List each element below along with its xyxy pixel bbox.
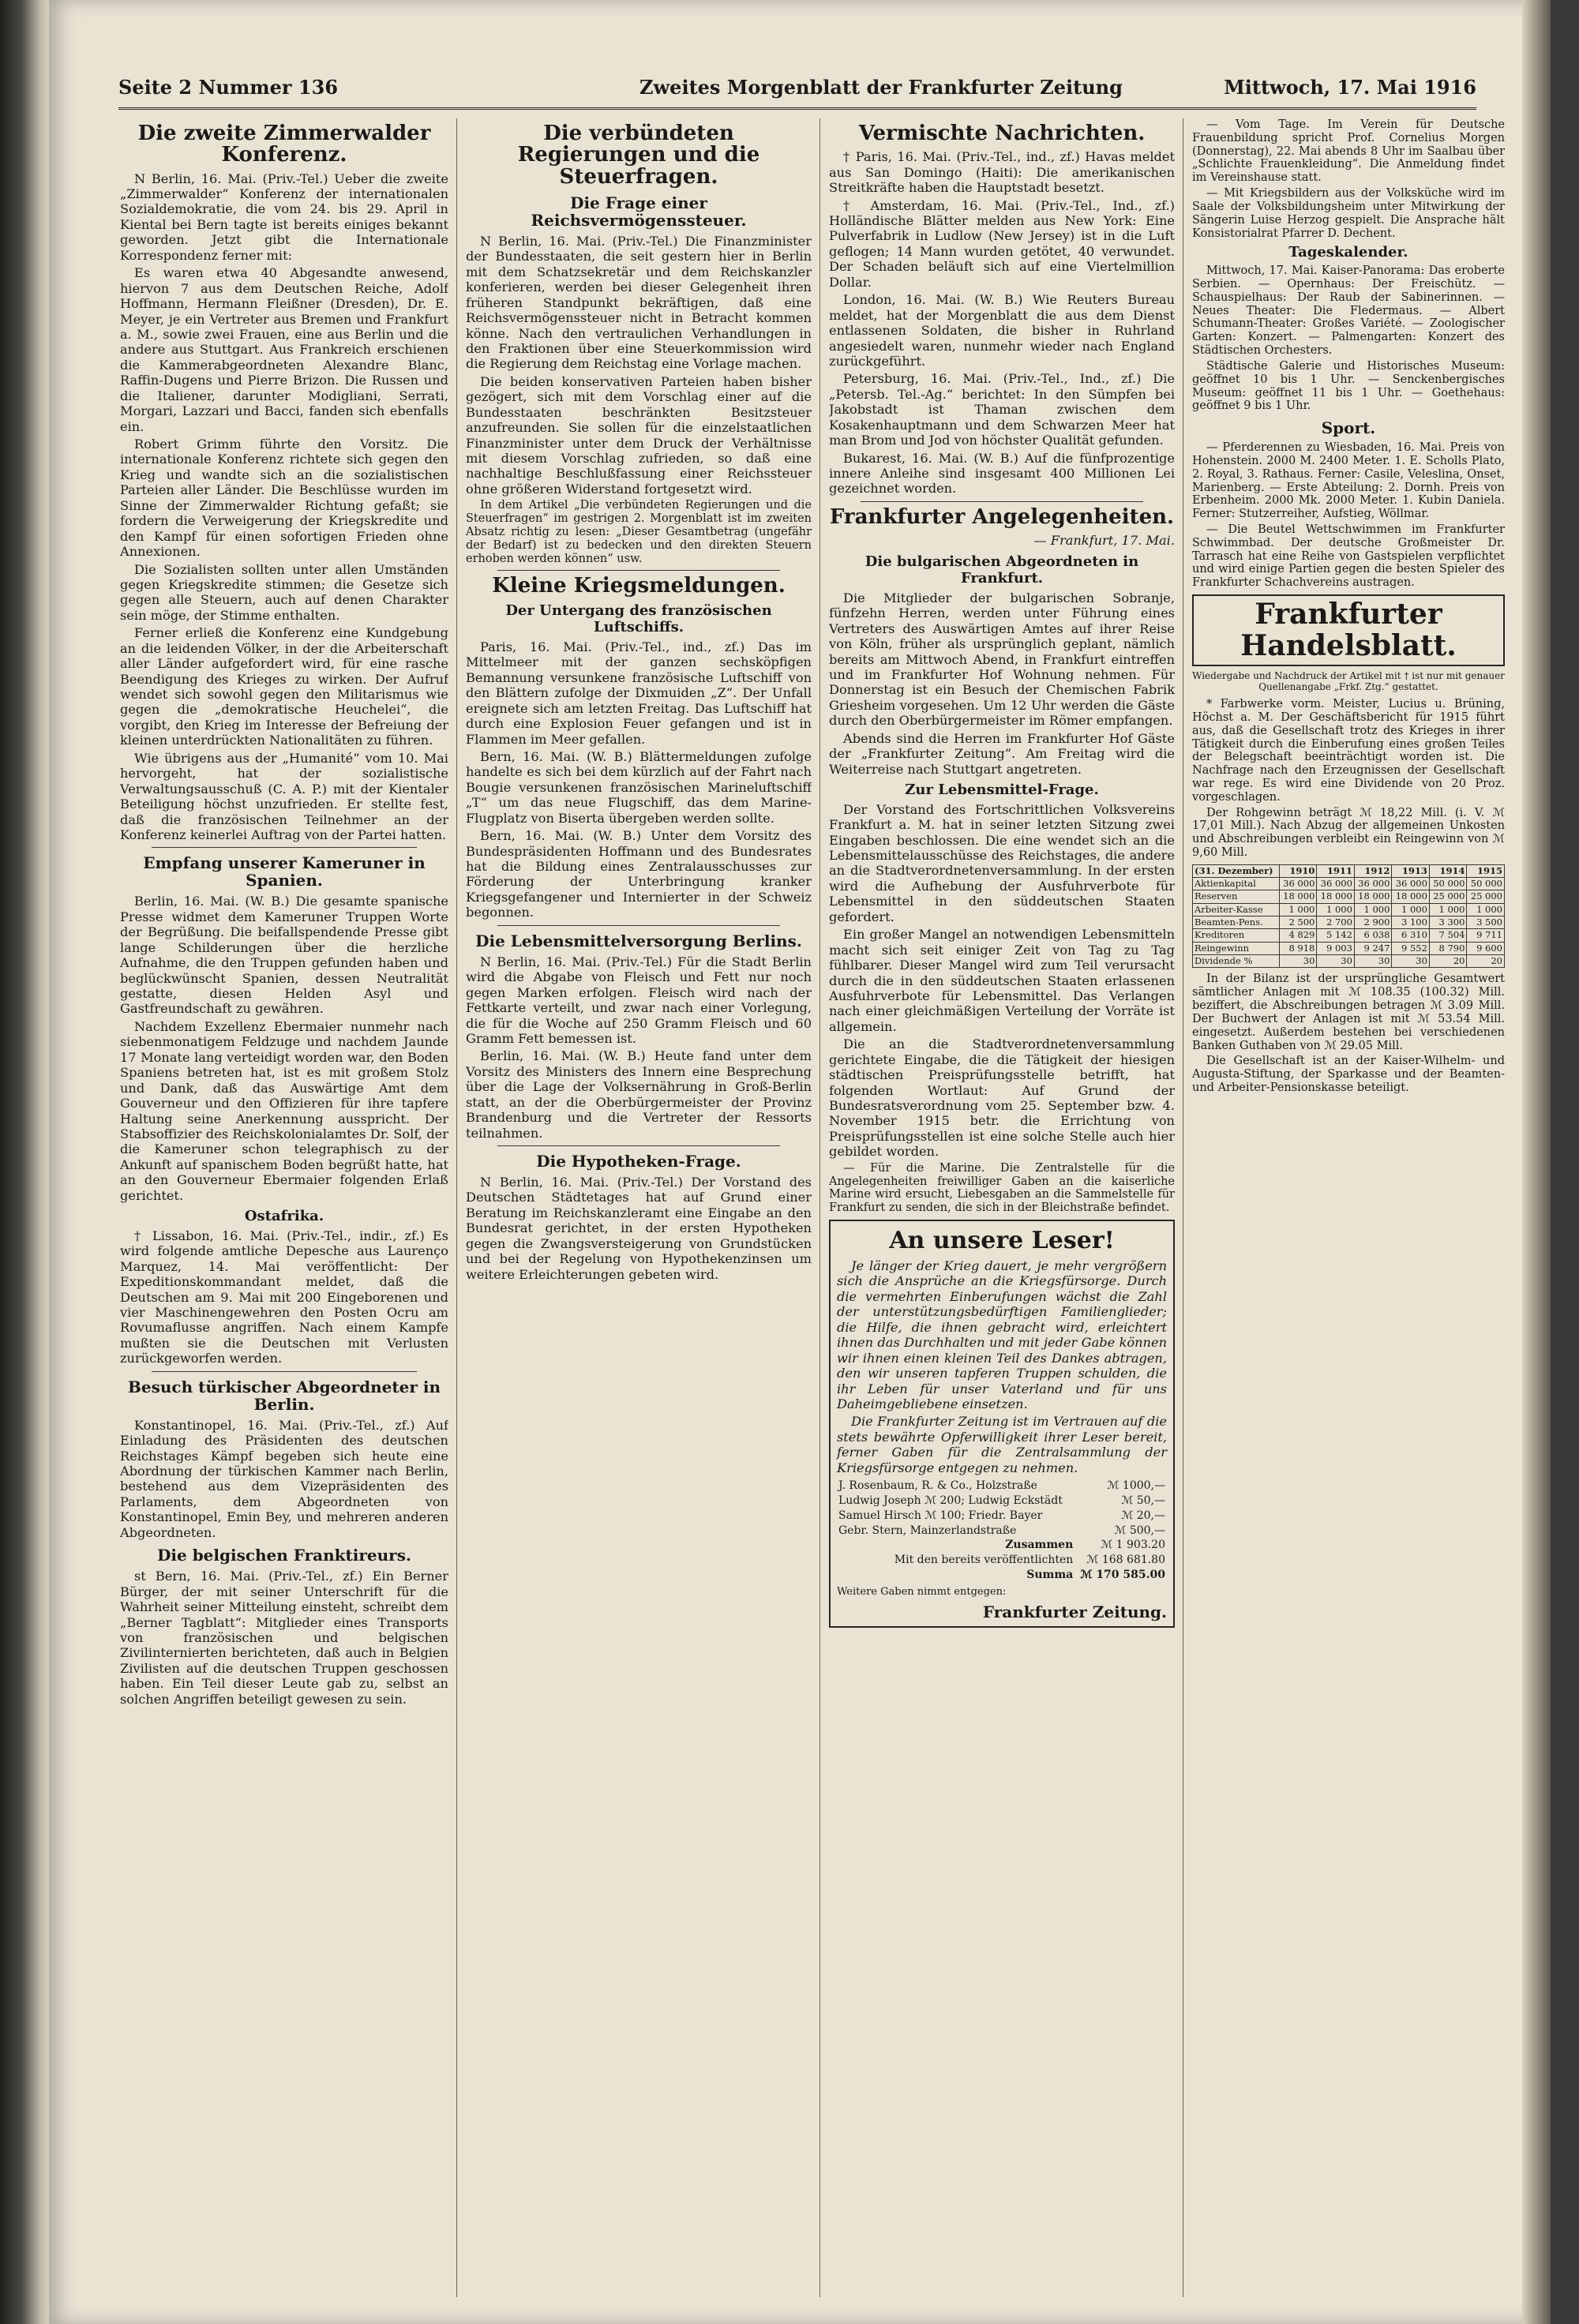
table-cell: 30 bbox=[1317, 955, 1355, 968]
donation-amount: ℳ 50,— bbox=[1121, 1494, 1165, 1507]
article-paragraph: N Berlin, 16. Mai. (Priv.-Tel.) Der Vorstand des Deutschen Städtetages hat auf Grund einer Beratung im Reichskanzleramt eine Eingabe an den Bundesrat gerichtet, in der ersten Hypotheken gegen die Zwangsversteigerung von Grundstücken und bei der Regelung von Hypothekenzinsen um weitere Erleichterungen gebeten wird. bbox=[466, 1175, 812, 1282]
financial-table bbox=[1192, 864, 1505, 969]
table-cell: Reingewinn bbox=[1193, 942, 1280, 954]
table-header-cell: (31. Dezember) bbox=[1193, 864, 1280, 877]
table-cell: Dividende % bbox=[1193, 955, 1280, 968]
table-cell: 18 000 bbox=[1279, 890, 1317, 903]
article-title: Vermischte Nachrichten. bbox=[858, 122, 1146, 145]
table-cell: Aktienkapital bbox=[1193, 878, 1280, 890]
table-cell: 5 142 bbox=[1317, 929, 1355, 942]
table-cell: 25 000 bbox=[1467, 890, 1505, 903]
table-cell: 36 000 bbox=[1279, 878, 1317, 890]
article-title: Besuch türkischer Abgeordneter in Berlin. bbox=[127, 1377, 441, 1414]
donation-row bbox=[837, 1479, 1167, 1494]
table-cell: Beamten-Pens. bbox=[1193, 916, 1280, 929]
box-paragraph: Die Frankfurter Zeitung ist im Vertrauen auf die stets bewährte Opferwilligkeit ihrer Leser bereit, ferner Gaben für die Zentralsammlung der Kriegsfürsorge entgegen zu nehmen. bbox=[837, 1414, 1167, 1475]
column-2 bbox=[466, 118, 812, 2297]
article-subtitle: Die bulgarischen Abgeordneten in Frankfurt. bbox=[865, 553, 1139, 587]
article-title: Kleine Kriegsmeldungen. bbox=[492, 574, 786, 598]
article-paragraph: Der Vorstand des Fortschrittlichen Volksvereins Frankfurt a. M. hat in seiner letzten Sitzung zwei Eingaben beschlossen. Die eine wendet sich an die Lebensmittelausschüsse des Reichstages, die andere an die Stadtverordnetenversammlung. In der ersten wird die Aufhebung der Ausfuhrverbote für Lebensmittel in den süddeutschen Staaten gefordert. bbox=[829, 801, 1175, 924]
table-cell: 1 000 bbox=[1392, 903, 1430, 916]
table-cell: 36 000 bbox=[1317, 878, 1355, 890]
divider bbox=[152, 847, 417, 848]
column-1 bbox=[120, 118, 448, 2297]
table-row bbox=[1193, 890, 1505, 903]
table-cell: 1 000 bbox=[1279, 903, 1317, 916]
header-left: Seite 2 Nummer 136 bbox=[118, 76, 339, 99]
dateline: — Frankfurt, 17. Mai. bbox=[1033, 533, 1175, 549]
table-row bbox=[1193, 878, 1505, 890]
divider bbox=[497, 570, 780, 571]
column-rule bbox=[456, 118, 457, 2297]
article-title: Frankfurter Angelegenheiten. bbox=[829, 504, 1175, 529]
article-paragraph: London, 16. Mai. (W. B.) Wie Reuters Bureau meldet, hat der Morgenblatt die aus dem Dienst entlassenen Soldaten, die bisher in Ruhrland angesiedelt waren, nunmehr wieder nach England zurückgeführt. bbox=[829, 292, 1175, 369]
article-paragraph: Berlin, 16. Mai. (W. B.) Die gesamte spanische Presse widmet dem Kameruner Truppen Worte der Begrüßung. Die beifallspendende Presse gibt lange Schilderungen über die herzliche Aufnahme, die den Truppen gefunden haben und beglückwünscht Spanien, dessen Neutralität gestatte, diesen Helden Asyl und Gastfreundschaft zu gewähren. bbox=[120, 894, 448, 1017]
article-paragraph: † Lissabon, 16. Mai. (Priv.-Tel., indir., zf.) Es wird folgende amtliche Depesche aus Laurenço Marquez, 14. Mai veröffentlicht: Der Expeditionskommandant meldet, daß die Deutschen am 9. Mai mit 200 Eingeborenen und vier Maschinengewehren den Posten Ocru am Rovumaflusse angriffen. Nach einem Kampfe mußten sie die Deutschen mit Verlusten zurückgeworfen werden. bbox=[120, 1228, 448, 1366]
table-cell: 9 003 bbox=[1317, 942, 1355, 954]
table-header-cell: 1914 bbox=[1429, 864, 1467, 877]
table-header-cell: 1910 bbox=[1279, 864, 1317, 877]
table-cell: Reserven bbox=[1193, 890, 1280, 903]
article-subtitle: Der Untergang des französischen Luftschiffs. bbox=[505, 602, 772, 636]
article-paragraph: Wie übrigens aus der „Humanité“ vom 10. Mai hervorgeht, hat der sozialistische Verwaltungsausschuß (C. A. P.) mit der Kientaler Beteiligung höchst unzufrieden. Er stellte fest, daß die französischen Teilnehmer an der Konferenz keinerlei Auftrag von der Partei hatten. bbox=[120, 750, 448, 842]
page-header bbox=[118, 73, 1476, 110]
article-paragraph: Ferner erließ die Konferenz eine Kundgebung an die leidenden Völker, in der die Arbeiterschaft aller Länder aufgefordert wird, für eine rasche Beendigung des Krieges zu wirken. Der Aufruf wendet sich sowohl gegen den Militarismus wie gegen die „demokratische Heuchelei“, die vorgibt, den Krieg im Interesse der Befreiung der kleinen unterdrückten Nationalitäten zu führen. bbox=[120, 625, 448, 748]
article-paragraph: N Berlin, 16. Mai. (Priv.-Tel.) Ueber die zweite „Zimmerwalder“ Konferenz der internationalen Sozialdemokratie, die vom 24. bis 29. April in Kiental bei Bern tagte ist bereits einiges bekannt geworden. Jetzt gibt die Internationale Korrespondenz ferner mit: bbox=[120, 171, 448, 263]
table-row bbox=[1193, 942, 1505, 954]
donation-name: Samuel Hirsch ℳ 100; Friedr. Bayer bbox=[838, 1509, 1043, 1522]
banner-subtitle: Wiedergabe und Nachdruck der Artikel mit † ist nur mit genauer Quellenangabe „Frkf. Ztg.“ gestattet. bbox=[1192, 670, 1505, 693]
article-paragraph: Die beiden konservativen Parteien haben bisher gezögert, sich mit dem Vorschlag einer auf die Bundesstaaten beschränkten Besitzsteuer anzufreunden. Sie sollen für die einzelstaatlichen Finanzminister unter dem Druck der Verhältnisse mit diesem Vorschlag zufrieden, so daß eine nachhaltige Beschlußfassung einer Reichssteuer ohne größeren Widerstand fortgesetzt wird. bbox=[466, 373, 812, 497]
article-paragraph: Die an die Stadtverordnetenversammlung gerichtete Eingabe, die die Tätigkeit der hiesigen städtischen Preisprüfungsstelle betrifft, hat folgenden Wortlaut: Auf Grund der Bundesratsverordnung vom 25. September bzw. 4. November 1915 betr. die Errichtung von Preisprüfungsstellen ist eine solche Stelle auch hier gebildet worden. bbox=[829, 1036, 1175, 1160]
table-cell: 3 500 bbox=[1467, 916, 1505, 929]
article-paragraph: — Für die Marine. Die Zentralstelle für die Angelegenheiten freiwilliger Gaben an die kaiserliche Marine wird ersucht, Liebesgaben an die Sammelstelle für Frankfurt zu senden, die sich in der Bleichstraße befindet. bbox=[829, 1161, 1175, 1215]
donation-row bbox=[837, 1524, 1167, 1539]
donation-amount: ℳ 20,— bbox=[1121, 1509, 1165, 1522]
table-cell: 18 000 bbox=[1354, 890, 1392, 903]
article-paragraph: Robert Grimm führte den Vorsitz. Die internationale Konferenz richtete sich gegen den Krieg und wandte sich an die sozialistischen Parteien aller Länder. Die Beschlüsse wurden im Sinne der Zimmerwalder Richtung gefaßt; sie fordern die Verweigerung der Kriegskredite und den Kampf für einen sofortigen Frieden ohne Annexionen. bbox=[120, 437, 448, 560]
article-paragraph: — Pferderennen zu Wiesbaden, 16. Mai. Preis von Hohenstein. 2000 M. 2400 Meter. 1. E. Scholls Plato, 2. Royal, 3. Rathaus. Ferner: Casile, Veleslina, Onset, Marienberg. — Erste Abteilung: 2. Dornh. Preis von Erbenheim. 2000 Mk. 2000 Meter. 1. Kubin Daniela. Ferner: Stutzerreiher, Aufstieg, Wöllmar. bbox=[1192, 441, 1505, 521]
column-3 bbox=[829, 118, 1175, 2297]
article-paragraph: Petersburg, 16. Mai. (Priv.-Tel., Ind., zf.) Die „Petersb. Tel.-Ag.“ berichtet: In den Sümpfen bei Jakobstadt ist Thaman zwischen dem Kosakenhauptmann und dem Schwarzen Meer hat man Brom und Jod von höchster Qualität gefunden. bbox=[829, 371, 1175, 448]
table-cell: 6 310 bbox=[1392, 929, 1430, 942]
table-cell: 30 bbox=[1354, 955, 1392, 968]
article-paragraph: Städtische Galerie und Historisches Museum: geöffnet 10 bis 1 Uhr. — Senckenbergisches Museum: geöffnet 11 bis 1 Uhr. — Goethehaus: geöffnet 9 bis 1 Uhr. bbox=[1192, 359, 1505, 413]
article-paragraph: Paris, 16. Mai. (Priv.-Tel., ind., zf.) Das im Mittelmeer mit der ganzen sechsköpfigen Bemannung versunkene französische Luftschiff von den Blättern zufolge der Dixmuiden „Z“. Der Unfall ereignete sich am letzten Freitag. Das Luftschiff hat durch eine Explosion Feuer gefangen und ist in Flammen im Meer gefallen. bbox=[466, 639, 812, 747]
table-cell: Arbeiter-Kasse bbox=[1193, 903, 1280, 916]
table-header-cell: 1912 bbox=[1354, 864, 1392, 877]
table-cell: 4 829 bbox=[1279, 929, 1317, 942]
article-paragraph: — Die Beutel Wettschwimmen im Frankfurter Schwimmbad. Der deutsche Großmeister Dr. Tarrasch hat eine Reihe von Gastspielen verpflichtet und wird einige Partien gegen die besten Spieler des Frankfurter Schachvereins austragen. bbox=[1192, 523, 1505, 590]
article-paragraph: st Bern, 16. Mai. (Priv.-Tel., zf.) Ein Berner Bürger, der mit seiner Unterschrift für die Wahrheit seiner Mitteilung einsteht, schreibt dem „Berner Tagblatt“: Mitglieder eines Transports von französischen und belgischen Zivilinternierten berichteten, daß auch in Belgien Zivilisten auf die deutschen Truppen geschossen haben. Ein Teil dieser Leute gab zu, selbst an solchen Angriffen beteiligt gewesen zu sein. bbox=[120, 1569, 448, 1707]
article-paragraph: In dem Artikel „Die verbündeten Regierungen und die Steuerfragen“ im gestrigen 2. Morgenblatt ist im zweiten Absatz richtig zu lesen: „Dieser Gesamtbetrag (ungefähr der Bedarf) ist zu bedecken und den direkten Steuern erhoben werden können“ usw. bbox=[466, 499, 812, 565]
article-paragraph: † Amsterdam, 16. Mai. (Priv.-Tel., Ind., zf.) Holländische Blätter melden aus New York: Eine Pulverfabrik in Ludlow (New Jersey) ist in die Luft geflogen; 14 Mann wurden getötet, 40 verwundet. Der Schaden beläuft sich auf eine Viertelmillion Dollar. bbox=[829, 197, 1175, 290]
table-row bbox=[1193, 903, 1505, 916]
table-header-cell: 1911 bbox=[1317, 864, 1355, 877]
page-edge bbox=[1522, 0, 1551, 2324]
article-paragraph: Die Mitglieder der bulgarischen Sobranje, fünfzehn Herren, werden unter Führung eines Vertreters des Auswärtigen Amtes auf ihrer Reise von Köln, früher als ursprünglich geplant, nämlich bereits am Mittwoch Abend, in Frankfurt eintreffen und im Frankfurter Hof Wohnung nehmen. Für Donnerstag ist ein Besuch der Chemischen Fabrik Griesheim vorgesehen. Um 12 Uhr werden die Gäste durch den Oberbürgermeister im Römer empfangen. bbox=[829, 590, 1175, 729]
article-subtitle: Zur Lebensmittel-Frage. bbox=[905, 782, 1099, 799]
table-header-cell: 1913 bbox=[1392, 864, 1430, 877]
donation-amount: ℳ 1000,— bbox=[1107, 1479, 1165, 1493]
table-cell: 2 900 bbox=[1354, 916, 1392, 929]
table-cell: 18 000 bbox=[1392, 890, 1430, 903]
donation-sum-row: Zusammen ℳ 1 903.20 bbox=[1005, 1539, 1165, 1552]
article-title: Die Hypotheken-Frage. bbox=[536, 1152, 741, 1171]
article-paragraph: Mittwoch, 17. Mai. Kaiser-Panorama: Das eroberte Serbien. — Opernhaus: Der Freischütz. — Schauspielhaus: Der Raub der Sabinerinnen. — Neues Theater: Die Fledermaus. — Albert Schumann-Theater: Großes Variété. — Zoologischer Garten: Konzert. — Palmengarten: Konzert des Städtischen Orchesters. bbox=[1192, 264, 1505, 358]
table-cell: 1 000 bbox=[1354, 903, 1392, 916]
article-paragraph: Die Sozialisten sollten unter allen Umständen gegen Kriegskredite stimmen; die Gesetze sich gegen alle Steuern, auch auf denen Charakter sein möge, der Stimme enthalten. bbox=[120, 561, 448, 623]
box-title: An unsere Leser! bbox=[889, 1227, 1115, 1254]
table-cell: 8 790 bbox=[1429, 942, 1467, 954]
table-cell: 1 000 bbox=[1317, 903, 1355, 916]
handelsblatt-banner: Frankfurter Handelsblatt. bbox=[1192, 594, 1505, 666]
article-paragraph: — Vom Tage. Im Verein für Deutsche Frauenbildung spricht Prof. Cornelius Morgen (Donnerstag), 22. Mai abends 8 Uhr im Saalbau über „Schlichte Frauenkleidung“. Die Anmeldung findet im Vereinshause statt. bbox=[1192, 118, 1505, 185]
table-cell: 3 100 bbox=[1392, 916, 1430, 929]
table-cell: 50 000 bbox=[1467, 878, 1505, 890]
box-paragraph: Je länger der Krieg dauert, je mehr vergrößern sich die Ansprüche an die Kriegsfürsorge. Durch die vermehrten Einberufungen wächst die Zahl der unterstützungsbedürftigen Familienglieder; die Hilfe, die ihnen gebracht wird, erleichtert ihnen das Durchhalten und mit jeder Gabe können wir ihnen einen kleinen Teil des Dankes abtragen, den wir unseren tapferen Truppen schulden, die ihr Leben für unser Vaterland und für uns Daheimgebliebene einsetzen. bbox=[837, 1258, 1167, 1411]
article-paragraph: Bukarest, 16. Mai. (W. B.) Auf die fünfprozentige innere Anleihe sind insgesamt 400 Millionen Lei gezeichnet worden. bbox=[829, 450, 1175, 497]
table-cell: 9 247 bbox=[1354, 942, 1392, 954]
table-cell: 6 038 bbox=[1354, 929, 1392, 942]
header-right: Mittwoch, 17. Mai 1916 bbox=[1224, 76, 1476, 99]
donation-row bbox=[837, 1494, 1167, 1509]
table-cell: 25 000 bbox=[1429, 890, 1467, 903]
divider bbox=[497, 1145, 780, 1146]
article-paragraph: Die Gesellschaft ist an der Kaiser-Wilhelm- und Augusta-Stiftung, der Sparkasse und der Beamten- und Arbeiter-Pensionskasse beteiligt. bbox=[1192, 1055, 1505, 1094]
table-row bbox=[1193, 929, 1505, 942]
footer-note: Weitere Gaben nimmt entgegen: bbox=[837, 1585, 1007, 1598]
donation-name: Ludwig Joseph ℳ 200; Ludwig Eckstädt bbox=[838, 1494, 1063, 1507]
article-paragraph: N Berlin, 16. Mai. (Priv.-Tel.) Die Finanzminister der Bundesstaaten, die seit gestern hier in Berlin mit dem Schatzsekretär und dem Reichskanzler konferieren, werden bei dieser Gelegenheit ihren früheren Standpunkt bekräftigen, daß eine Reichsvermögenssteuer nicht in Betracht kommen könne. Nach den vertraulichen Verhandlungen in den Fraktionen über eine Steuerkommission wird die Regierung dem Reichstag eine Vorlage machen. bbox=[466, 233, 812, 372]
book-binding bbox=[0, 0, 49, 2324]
article-title: Ostafrika. bbox=[244, 1208, 324, 1225]
table-cell: 50 000 bbox=[1429, 878, 1467, 890]
table-cell: 20 bbox=[1467, 955, 1505, 968]
article-paragraph: — Mit Kriegsbildern aus der Volksküche wird im Saale der Volksbildungsheim unter Mitwirkung der Sängerin Luise Herzog gespielt. Die Ansprache hält Konsistorialrat Pfarrer D. Dechent. bbox=[1192, 187, 1505, 240]
article-paragraph: † Paris, 16. Mai. (Priv.-Tel., ind., zf.) Havas meldet aus San Domingo (Haiti): Die amerikanischen Streitkräfte haben die Hauptstadt besetzt. bbox=[829, 149, 1175, 196]
article-paragraph: Abends sind die Herren im Frankfurter Hof Gäste der „Frankfurter Zeitung“. Am Freitag wird die Weiterreise nach Stuttgart angetreten. bbox=[829, 730, 1175, 777]
table-header-cell: 1915 bbox=[1467, 864, 1505, 877]
article-title: Die Lebensmittelversorgung Berlins. bbox=[475, 931, 802, 950]
article-title: Empfang unserer Kameruner in Spanien. bbox=[143, 853, 426, 890]
article-title: Die verbündeten Regierungen und die Steuerfragen. bbox=[517, 122, 760, 189]
donation-row bbox=[837, 1509, 1167, 1524]
table-cell: Kreditoren bbox=[1193, 929, 1280, 942]
table-row bbox=[1193, 955, 1505, 968]
article-paragraph: N Berlin, 16. Mai. (Priv.-Tel.) Für die Stadt Berlin wird die Abgabe von Fleisch und Fett nur noch gegen Marken erfolgen. Fleisch wird nach der Fettkarte verteilt, und zwar nach einer Vorlegung, die für die Woche auf 250 Gramm Fleisch und 60 Gramm Fett bemessen ist. bbox=[466, 954, 812, 1046]
donation-name: Gebr. Stern, Mainzerlandstraße bbox=[838, 1524, 1017, 1537]
article-paragraph: * Farbwerke vorm. Meister, Lucius u. Brüning, Höchst a. M. Der Geschäftsbericht für 1915 führt aus, daß die Gesellschaft trotz des Krieges in ihrer Tätigkeit durch die Einberufung eines großen Teiles der Belegschaft beeinträchtigt worden ist. Die Nachfrage nach den Erzeugnissen der Gesellschaft war rege. Es wird eine Dividende von 20 Proz. vorgeschlagen. bbox=[1192, 698, 1505, 804]
table-row bbox=[1193, 916, 1505, 929]
table-cell: 1 000 bbox=[1429, 903, 1467, 916]
article-paragraph: Der Rohgewinn beträgt ℳ 18,22 Mill. (i. V. ℳ 17,01 Mill.). Nach Abzug der allgemeinen Unkosten und Abschreibungen verbleibt ein Reingewinn von ℳ 9,60 Mill. bbox=[1192, 806, 1505, 859]
divider bbox=[497, 925, 780, 926]
header-center: Zweites Morgenblatt der Frankfurter Zeitung bbox=[639, 76, 1123, 99]
table-cell: 3 300 bbox=[1429, 916, 1467, 929]
article-paragraph: Ein großer Mangel an notwendigen Lebensmitteln macht sich seit einiger Zeit von Tag zu Tag fühlbarer. Dieser Mangel wird zum Teil verursacht durch die in den süddeutschen Staaten erlassenen Ausfuhrverbote für Lebensmittel. Das Verlangen nach einer gleichmäßigen Verteilung der Vorräte ist allgemein. bbox=[829, 927, 1175, 1034]
table-cell: 36 000 bbox=[1354, 878, 1392, 890]
article-paragraph: Konstantinopel, 16. Mai. (Priv.-Tel., zf.) Auf Einladung des Präsidenten des deutschen Reichstages Kämpf begeben sich heute eine Abordnung der türkischen Kammer nach Berlin, bestehend aus dem Vizepräsidenten des Parlaments, dem Abgeordneten von Konstantinopel, Emin Bey, und mehreren anderen Abgeordneten. bbox=[120, 1417, 448, 1540]
donation-name: J. Rosenbaum, R. & Co., Holzstraße bbox=[838, 1479, 1037, 1493]
table-cell: 1 000 bbox=[1467, 903, 1505, 916]
table-cell: 2 700 bbox=[1317, 916, 1355, 929]
table-cell: 9 600 bbox=[1467, 942, 1505, 954]
table-cell: 30 bbox=[1279, 955, 1317, 968]
signature: Frankfurter Zeitung. bbox=[982, 1602, 1167, 1622]
article-title: Die belgischen Franktireurs. bbox=[157, 1546, 411, 1565]
divider bbox=[152, 1371, 417, 1372]
divider bbox=[861, 501, 1143, 502]
article-paragraph: Es waren etwa 40 Abgesandte anwesend, hiervon 7 aus dem Deutschen Reiche, Adolf Hoffmann, Hermann Fleißner (Dresden), Dr. E. Meyer, je ein Vertreter aus Bremen und Frankfurt a. M., sowie zwei Frauen, eine aus Berlin und die andere aus Stuttgart. Aus Frankreich erschienen die Kammerabgeordneten Alexandre Blanc, Raffin-Dugens und Pierre Brizon. Die Russen und die Italiener, darunter Modigliani, Serrati, Morgari, Lazzari und Bacci, fanden sich ebenfalls ein. bbox=[120, 265, 448, 434]
reader-appeal-box bbox=[829, 1220, 1175, 1628]
table-cell: 30 bbox=[1392, 955, 1430, 968]
table-cell: 18 000 bbox=[1317, 890, 1355, 903]
article-paragraph: Bern, 16. Mai. (W. B.) Unter dem Vorsitz des Bundespräsidenten Hoffmann und des Bundesrates hat die Bildung eines Zentralausschusses zur Förderung der Unterbringung kranker Kriegsgefangener und Internierter in der Schweiz begonnen. bbox=[466, 828, 812, 920]
table-cell: 7 504 bbox=[1429, 929, 1467, 942]
table-cell: 20 bbox=[1429, 955, 1467, 968]
donation-list bbox=[837, 1479, 1167, 1583]
donation-amount: ℳ 500,— bbox=[1114, 1524, 1165, 1537]
table-cell: 9 552 bbox=[1392, 942, 1430, 954]
article-paragraph: Berlin, 16. Mai. (W. B.) Heute fand unter dem Vorsitz des Ministers des Innern eine Besprechung über die Lage der Volksernährung in Groß-Berlin statt, an der die Oberbürgermeister der Provinz Brandenburg und die Vertreter der Ressorts teilnahmen. bbox=[466, 1048, 812, 1141]
article-paragraph: In der Bilanz ist der ursprüngliche Gesamtwert sämtlicher Anlagen mit ℳ 108.35 (100.32) Mill. beziffert, die Abschreibungen betragen ℳ 3.09 Mill. Der Buchwert der Anlagen ist mit ℳ 53.54 Mill. eingesetzt. Außerdem bestehen bei verschiedenen Banken Guthaben von ℳ 29.05 Mill. bbox=[1192, 973, 1505, 1052]
column-4 bbox=[1192, 118, 1505, 2297]
section-title: Sport. bbox=[1321, 418, 1376, 438]
section-title: Tageskalender. bbox=[1288, 244, 1408, 261]
table-cell: 8 918 bbox=[1279, 942, 1317, 954]
table-cell: 36 000 bbox=[1392, 878, 1430, 890]
article-paragraph: Nachdem Exzellenz Ebermaier nunmehr nach siebenmonatigem Feldzuge und nachdem Jaunde 17 Monate lang verteidigt worden war, den Boden Spaniens betreten hat, ist es mit großem Stolz und Dank, daß das Auswärtige Amt dem Gouverneur und den Offizieren für ihre tapfere Haltung seine Anerkennung ausspricht. Der Stabsoffizier des Reichskolonialamtes Dr. Solf, der die Kameruner schon telegraphisch zu der Ankunft auf spanischem Boden begrüßt hatte, hat an den Gouverneur Ebermaier folgenden Erlaß gerichtet. bbox=[120, 1018, 448, 1203]
article-paragraph: Bern, 16. Mai. (W. B.) Blättermeldungen zufolge handelte es sich bei dem kürzlich auf der Fahrt nach Bougie versunkenen französischen Marineluftschiff „T“ um das neue Flugschiff, das dem Marine-Flugplatz von Biserta übergeben werden sollte. bbox=[466, 748, 812, 826]
article-subtitle: Die Frage einer Reichsvermögenssteuer. bbox=[531, 193, 747, 230]
article-title: Die zweite Zimmerwalder Konferenz. bbox=[137, 122, 431, 167]
donation-total-row: Summa ℳ 170 585.00 bbox=[1026, 1568, 1165, 1581]
table-cell: 9 711 bbox=[1467, 929, 1505, 942]
table-cell: 2 500 bbox=[1279, 916, 1317, 929]
donation-prev-row: Mit den bereits veröffentlichten ℳ 168 681.80 bbox=[894, 1554, 1165, 1567]
